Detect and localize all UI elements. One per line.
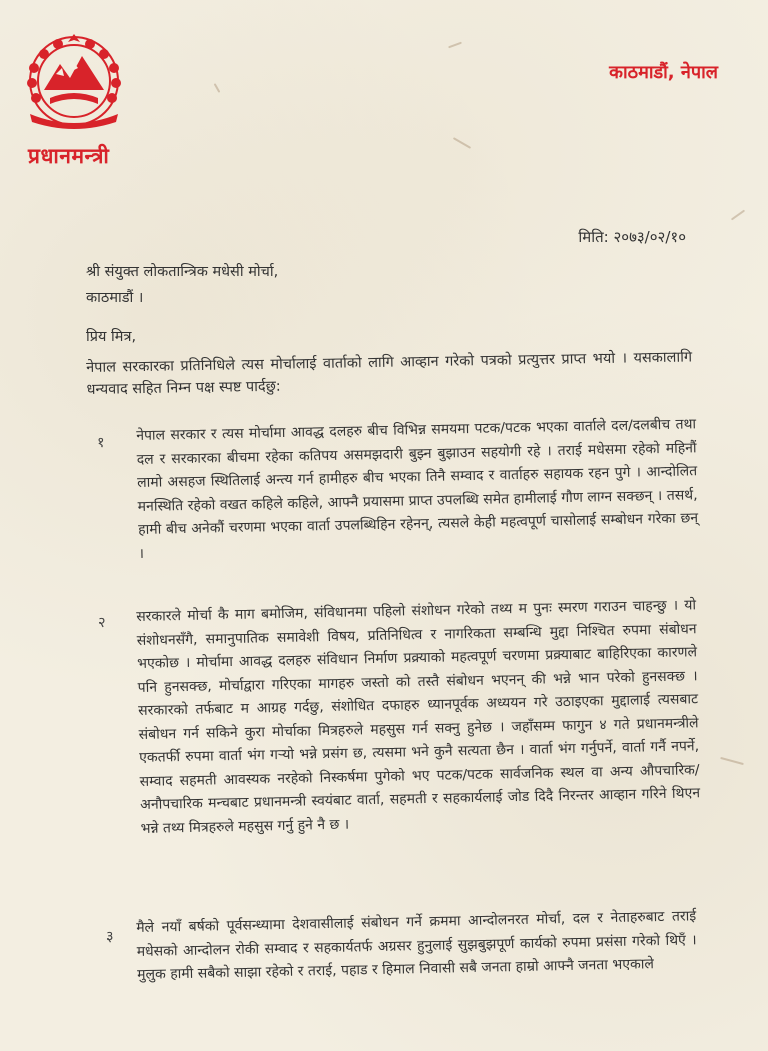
paper-fiber [448,42,462,49]
office-title: प्रधानमन्त्री [28,144,110,168]
paper-fiber [214,83,221,93]
intro-paragraph: नेपाल सरकारका प्रतिनिधिले त्यस मोर्चालाई वार्ताको लागि आव्हान गरेको पत्रको प्रत्युत्तर प्राप्त भयो । यसकालागि धन्यवाद सहित निम्न पक्ष स्पष्ट पार्दछु: [86,349,693,398]
recipient-line-1: श्री संयुक्त लोकतान्त्रिक मधेसी मोर्चा, [86,264,279,280]
paragraph-1: नेपाल सरकार र त्यस मोर्चामा आवद्ध दलहरु बीच विभिन्न समयमा पटक/पटक भएका वार्ताले दल/दलबीच तथा दल र सरकारका बीचमा रहेका कतिपय असमझदारी बुझ्न बुझाउन सहयोगी रहे । तराई मधेसमा रहेको महिनौं लामो असहज स्थितिलाई अन्त्य गर्न हामीहरु बीच भएका तिनै सम्वाद र वार्ताहरु सहायक रहन पुगे । आन्दोलित मनस्थिति रहेको वखत कहिले कहिले, आफ्नै प्रयासमा प्राप्त उपलब्धि समेत हामीलाई गौण लाग्न सक्छन् । तसर्थ, हामी बीच अनेकौं चरणमा भएका वार्ता उपलब्धिहिन रहेनन्, त्यसले केही महत्वपूर्ण चासोलाई सम्बोधन गरेका छन् । [136,416,699,562]
paper-fiber [453,137,471,149]
nepal-emblem-logo [20,28,128,134]
paragraph-3: मैले नयाँ बर्षको पूर्वसन्ध्यामा देशवासीलाई संबोधन गर्ने क्रममा आन्दोलनरत मोर्चा, दल र नेताहरुबाट तराई मधेसको आन्दोलन रोकी सम्वाद र सहकार्यतर्फ अग्रसर हुनुलाई सुझबुझपूर्ण कार्यको रुपमा प्रसंसा गरेको थिएँ । मुलुक हामी सबैको साझा रहेको र तराई, पहाड र हिमाल निवासी सबै जनता हाम्रो आफ्नै जनता भएकाले [136,908,697,983]
salutation: प्रिय मित्र, [86,329,137,345]
paper-fiber [720,757,744,765]
paragraph-number: १ [97,435,105,451]
recipient-line-2: काठमाडौं । [86,290,144,306]
paragraph-number: २ [98,615,106,631]
paragraph-number: ३ [106,929,114,945]
place-header: काठमाडौं, नेपाल [609,62,718,83]
paper-fiber [731,210,745,221]
letter-date: मिति: २०७३/०२/१० [578,228,686,246]
paragraph-2: सरकारले मोर्चा कै माग बमोजिम, संविधानमा पहिलो संशोधन गरेको तथ्य म पुनः स्मरण गराउन चाहन्छु । यो संशोधनसँगै, समानुपातिक समावेशी विषय, प्रतिनिधित्व र नागरिकता सम्बन्धि मुद्दा निश्चित रुपमा संबोधन भएकोछ । मोर्चामा आवद्ध दलहरु संविधान निर्माण प्रक्र्याको महत्वपूर्ण चरणमा प्रक्र्याबाट बाहिरिएका कारणले पनि हुनसक्छ, मोर्चाद्वारा गरिएका मागहरु जस्तो को तस्तै संबोधन भएनन् की भन्ने भान परेको हुनसक्छ । सरकारको तर्फबाट म आग्रह गर्दछु, संशोधित दफाहरु ध्यानपूर्वक अध्ययन गरे उठाइएका मुद्दालाई त्यसबाट संबोधन गर्न सकिने कुरा मोर्चाका मित्रहरुले महसुस गर्न सक्नु हुनेछ । जहाँसम्म फागुन ४ गते प्रधानमन्त्रीले एकतर्फी रुपमा वार्ता भंग गर्‍यो भन्ने प्रसंग छ, त्यसमा भने कुनै सत्यता छैन । वार्ता भंग गर्नुपर्ने, वार्ता गर्नै नपर्ने, सम्वाद सहमती आवस्यक नरहेको निस्कर्षमा पुगेको भए पटक/पटक सार्वजनिक स्थल वा अन्य औपचारिक/अनौपचारिक मन्चबाट प्रधानमन्त्री स्वयंबाट वार्ता, सहमती र सहकार्यलाई जोड दिदै निरन्तर आव्हान गरिने थिएन भन्ने तथ्य मित्रहरुले महसुस गर्नु हुने नै छ । [136,597,701,837]
